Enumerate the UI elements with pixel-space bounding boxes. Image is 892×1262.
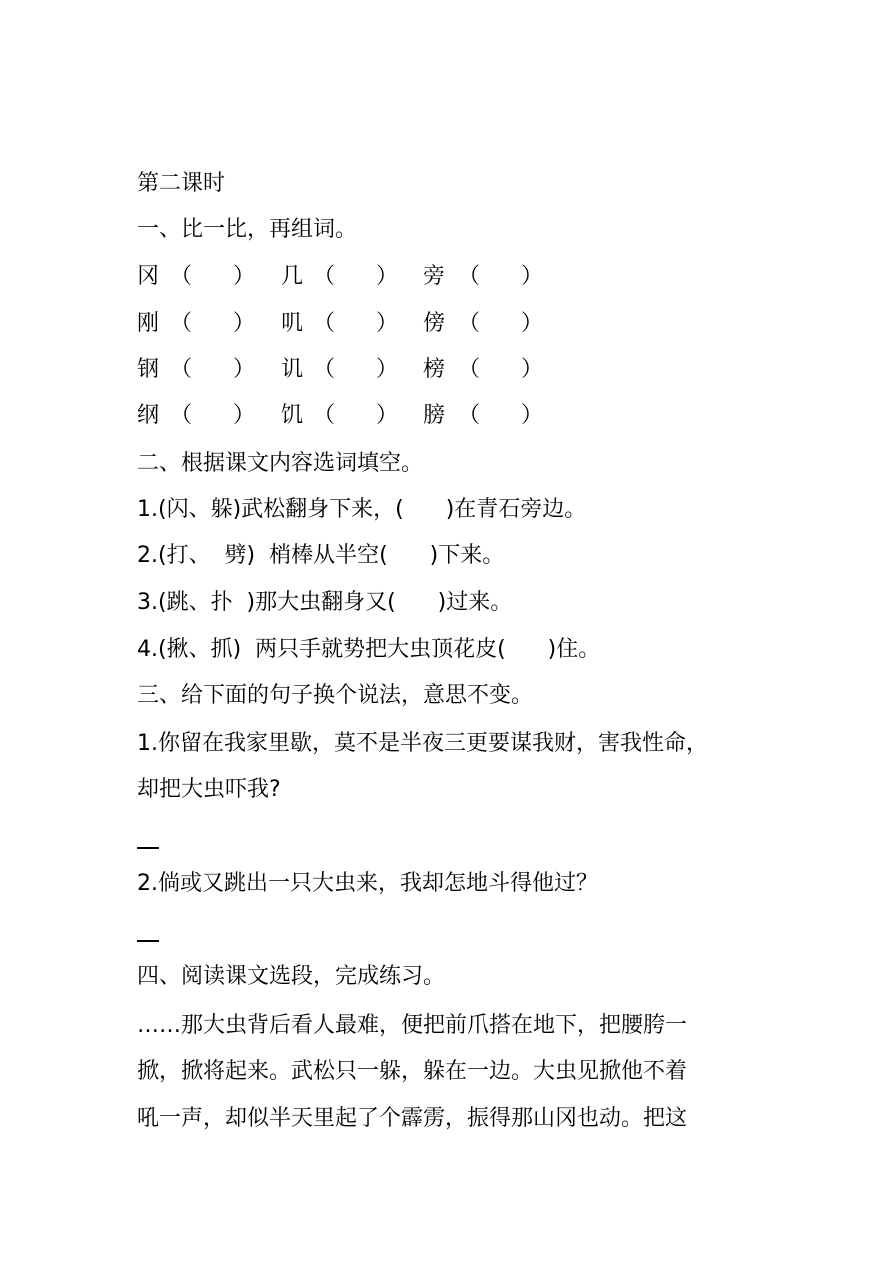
close-paren: ） bbox=[376, 357, 399, 382]
open-paren: （ bbox=[170, 403, 193, 428]
char-cell: 叽 bbox=[281, 311, 304, 336]
close-paren: ） bbox=[521, 311, 544, 336]
close-paren: ） bbox=[376, 311, 399, 336]
close-paren: ） bbox=[521, 264, 544, 289]
char-cell: 饥 bbox=[281, 403, 304, 428]
rewrite-q1-line1: 1.你留在我家里歇，莫不是半夜三更要谋我财，害我性命， bbox=[137, 731, 708, 756]
rewrite-q2: 2.倘或又跳出一只大虫来，我却怎地斗得他过？ bbox=[137, 871, 598, 896]
open-paren: （ bbox=[313, 403, 336, 428]
char-cell: 傍 bbox=[423, 311, 446, 336]
open-paren: （ bbox=[458, 264, 481, 289]
char-cell: 旁 bbox=[423, 264, 446, 289]
char-cell: 讥 bbox=[281, 357, 304, 382]
lesson-title: 第二课时 bbox=[137, 171, 226, 196]
open-paren: （ bbox=[170, 264, 193, 289]
char-cell: 膀 bbox=[423, 403, 446, 428]
section3-heading: 三、给下面的句子换个说法，意思不变。 bbox=[137, 683, 534, 708]
close-paren: ） bbox=[376, 403, 399, 428]
char-cell: 刚 bbox=[137, 311, 160, 336]
char-cell: 钢 bbox=[137, 357, 160, 382]
fill-item-1: 1.(闪、躲)武松翻身下来，( )在青石旁边。 bbox=[137, 497, 587, 522]
char-cell: 几 bbox=[281, 264, 304, 289]
passage-line: 掀，掀将起来。武松只一躲，躲在一边。大虫见掀他不着 bbox=[137, 1059, 688, 1084]
section1-heading: 一、比一比，再组词。 bbox=[137, 217, 358, 242]
passage-line: 吼一声，却似半天里起了个霹雳，振得那山冈也动。把这 bbox=[137, 1106, 688, 1131]
answer-line-1 bbox=[137, 847, 159, 849]
fill-item-2: 2.(打、 劈) 梢棒从半空( )下来。 bbox=[137, 543, 505, 568]
open-paren: （ bbox=[313, 357, 336, 382]
passage-line: ……那大虫背后看人最难，便把前爪搭在地下，把腰胯一 bbox=[137, 1013, 688, 1038]
rewrite-q1-line2: 却把大虫吓我? bbox=[137, 777, 281, 802]
char-cell: 榜 bbox=[423, 357, 446, 382]
open-paren: （ bbox=[170, 311, 193, 336]
close-paren: ） bbox=[521, 403, 544, 428]
open-paren: （ bbox=[170, 357, 193, 382]
open-paren: （ bbox=[313, 264, 336, 289]
section2-heading: 二、根据课文内容选词填空。 bbox=[137, 451, 424, 476]
open-paren: （ bbox=[458, 403, 481, 428]
answer-line-2 bbox=[137, 940, 159, 942]
char-cell: 冈 bbox=[137, 264, 160, 289]
section4-heading: 四、阅读课文选段，完成练习。 bbox=[137, 964, 446, 989]
open-paren: （ bbox=[458, 311, 481, 336]
fill-item-3: 3.(跳、扑 )那大虫翻身又( )过来。 bbox=[137, 590, 513, 615]
close-paren: ） bbox=[233, 311, 256, 336]
close-paren: ） bbox=[376, 264, 399, 289]
open-paren: （ bbox=[458, 357, 481, 382]
close-paren: ） bbox=[233, 403, 256, 428]
close-paren: ） bbox=[521, 357, 544, 382]
fill-item-4: 4.(揪、抓) 两只手就势把大虫顶花皮( )住。 bbox=[137, 637, 601, 662]
close-paren: ） bbox=[233, 264, 256, 289]
open-paren: （ bbox=[313, 311, 336, 336]
close-paren: ） bbox=[233, 357, 256, 382]
char-cell: 纲 bbox=[137, 403, 160, 428]
